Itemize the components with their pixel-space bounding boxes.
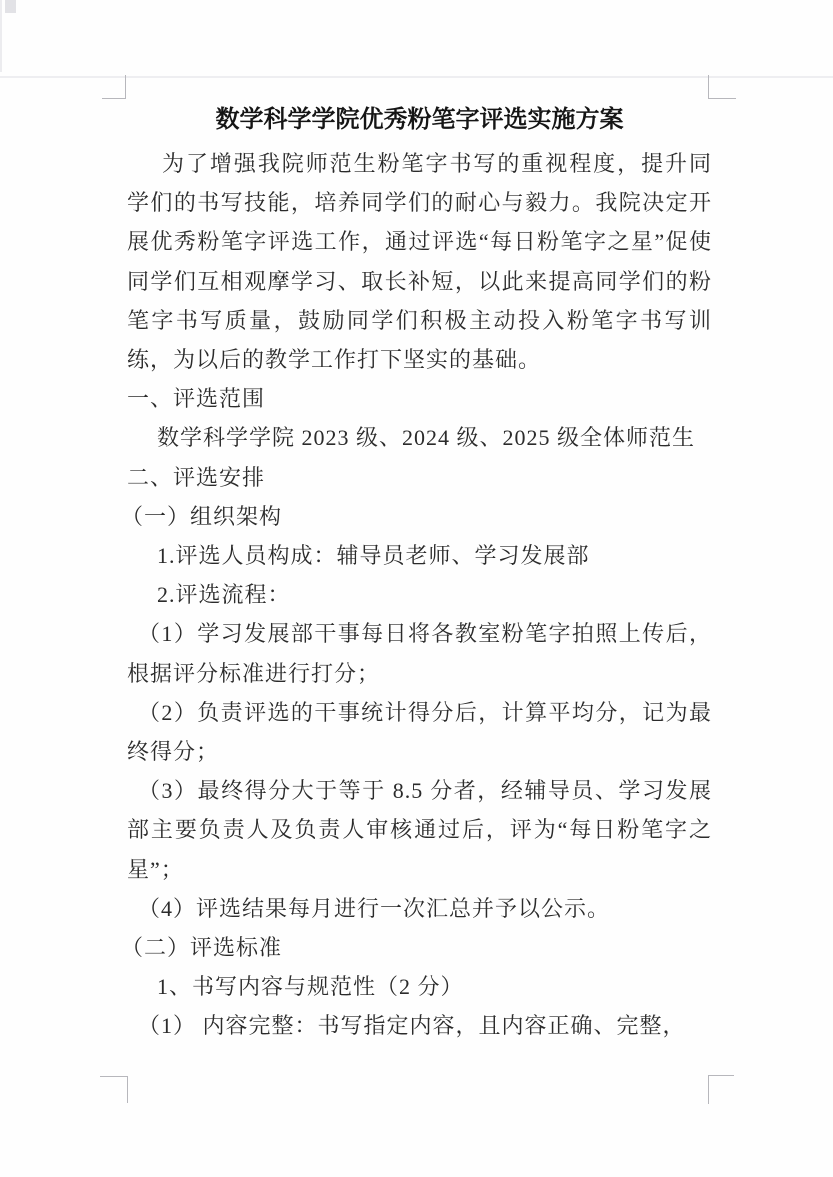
- crop-mark-bottom-right: [708, 1075, 734, 1104]
- paragraph-process-step-2: （2）负责评选的干事统计得分后，计算平均分，记为最终得分；: [127, 699, 712, 765]
- subheading-criteria: （二）评选标准: [121, 935, 283, 961]
- crop-mark-top-left: [102, 75, 126, 99]
- subheading-organization: （一）组织架构: [121, 503, 283, 529]
- paragraph-process-step-1: （1）学习发展部干事每日将各教室粉笔字拍照上传后，根据评分标准进行打分；: [127, 621, 712, 686]
- document-title: 数学科学学院优秀粉笔字评选实施方案: [215, 107, 624, 133]
- paragraph-scope-detail: 数学科学学院 2023 级、2024 级、2025 级全体师范生: [157, 425, 696, 451]
- crop-mark-bottom-left: [100, 1076, 128, 1103]
- paragraph-criteria-item-1: 1、书写内容与规范性（2 分）: [157, 974, 464, 1000]
- paragraph-intro: 为了增强我院师范生粉笔字书写的重视程度，提升同学们的书写技能，培养同学们的耐心与毅力。我院决定开展优秀粉笔字评选工作，通过评选“每日粉笔字之星”促使同学们互相观摩学习、取长补短，以此来提高同学们的粉笔字书写质量，鼓励同学们积极主动投入粉笔字书写训练，为以后的教学工作打下坚实的基础。: [127, 151, 712, 373]
- text-column: [121, 100, 712, 1046]
- crop-mark-top-right: [708, 75, 736, 99]
- paragraph-process-step-3: （3）最终得分大于等于 8.5 分者，经辅导员、学习发展部主要负责人及负责人审核通过后，评为“每日粉笔字之星”；: [127, 778, 712, 882]
- scan-artifact-square: [5, 0, 16, 13]
- heading-scope: 一、评选范围: [127, 386, 266, 412]
- scan-artifact-left-edge: [0, 0, 2, 72]
- paragraph-criteria-detail: （1） 内容完整：书写指定内容，且内容正确、完整，: [138, 1013, 686, 1039]
- paragraph-personnel: 1.评选人员构成：辅导员老师、学习发展部: [157, 543, 590, 569]
- paragraph-process-step-4: （4）评选结果每月进行一次汇总并予以公示。: [138, 895, 611, 921]
- heading-arrangement: 二、评选安排: [127, 464, 266, 490]
- paragraph-process-label: 2.评选流程：: [157, 582, 291, 608]
